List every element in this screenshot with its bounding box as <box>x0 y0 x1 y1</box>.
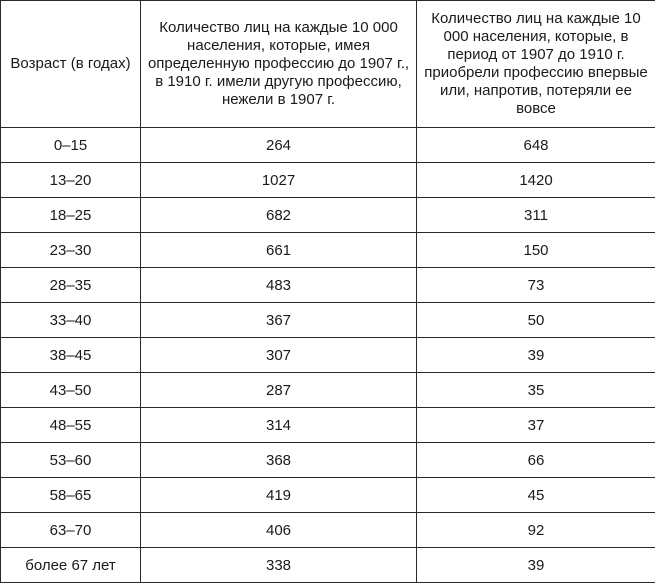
table-row <box>1 163 655 198</box>
gained-lost-cell: 45 <box>417 478 655 513</box>
gained-lost-cell: 37 <box>417 408 655 443</box>
table-row <box>1 338 655 373</box>
changed-cell: 314 <box>141 408 417 443</box>
header-gained-or-lost-label: Количество лиц на каждые 10 000 населения, которые, в период от 1907 до 1910 г. приобрели профессию впервые или, напротив, потеряли ее вовсе <box>417 10 655 118</box>
gained-lost-cell: 648 <box>417 128 655 163</box>
gained-lost-cell: 35 <box>417 373 655 408</box>
header-age <box>1 1 141 128</box>
table-row <box>1 268 655 303</box>
gained-lost-cell: 92 <box>417 513 655 548</box>
age-cell: 0–15 <box>1 128 141 163</box>
gained-lost-cell: 50 <box>417 303 655 338</box>
age-cell: 53–60 <box>1 443 141 478</box>
changed-cell: 287 <box>141 373 417 408</box>
table-row <box>1 303 655 338</box>
changed-cell: 367 <box>141 303 417 338</box>
age-cell: 18–25 <box>1 198 141 233</box>
table-row <box>1 478 655 513</box>
age-cell: более 67 лет <box>1 548 141 583</box>
table-row <box>1 373 655 408</box>
table-row <box>1 198 655 233</box>
header-changed-profession-label: Количество лиц на каждые 10 000 населения, которые, имея определенную профессию до 1907 г., в 1910 г. имели другую профессию, нежели в 1907 г. <box>141 19 416 109</box>
gained-lost-cell: 39 <box>417 548 655 583</box>
changed-cell: 264 <box>141 128 417 163</box>
table-row <box>1 443 655 478</box>
table-row <box>1 548 655 583</box>
changed-cell: 682 <box>141 198 417 233</box>
header-gained-or-lost-profession <box>417 1 655 128</box>
table-header-row <box>1 1 655 128</box>
changed-cell: 1027 <box>141 163 417 198</box>
changed-cell: 406 <box>141 513 417 548</box>
table-row <box>1 233 655 268</box>
header-changed-profession <box>141 1 417 128</box>
age-cell: 13–20 <box>1 163 141 198</box>
table-row <box>1 128 655 163</box>
gained-lost-cell: 66 <box>417 443 655 478</box>
age-cell: 63–70 <box>1 513 141 548</box>
table-row <box>1 408 655 443</box>
gained-lost-cell: 73 <box>417 268 655 303</box>
gained-lost-cell: 1420 <box>417 163 655 198</box>
age-cell: 43–50 <box>1 373 141 408</box>
changed-cell: 368 <box>141 443 417 478</box>
age-cell: 58–65 <box>1 478 141 513</box>
header-age-label: Возраст (в годах) <box>1 55 140 73</box>
changed-cell: 419 <box>141 478 417 513</box>
gained-lost-cell: 311 <box>417 198 655 233</box>
changed-cell: 307 <box>141 338 417 373</box>
gained-lost-cell: 39 <box>417 338 655 373</box>
changed-cell: 338 <box>141 548 417 583</box>
table-row <box>1 513 655 548</box>
age-cell: 33–40 <box>1 303 141 338</box>
age-cell: 23–30 <box>1 233 141 268</box>
gained-lost-cell: 150 <box>417 233 655 268</box>
age-cell: 28–35 <box>1 268 141 303</box>
changed-cell: 661 <box>141 233 417 268</box>
age-cell: 38–45 <box>1 338 141 373</box>
age-cell: 48–55 <box>1 408 141 443</box>
changed-cell: 483 <box>141 268 417 303</box>
